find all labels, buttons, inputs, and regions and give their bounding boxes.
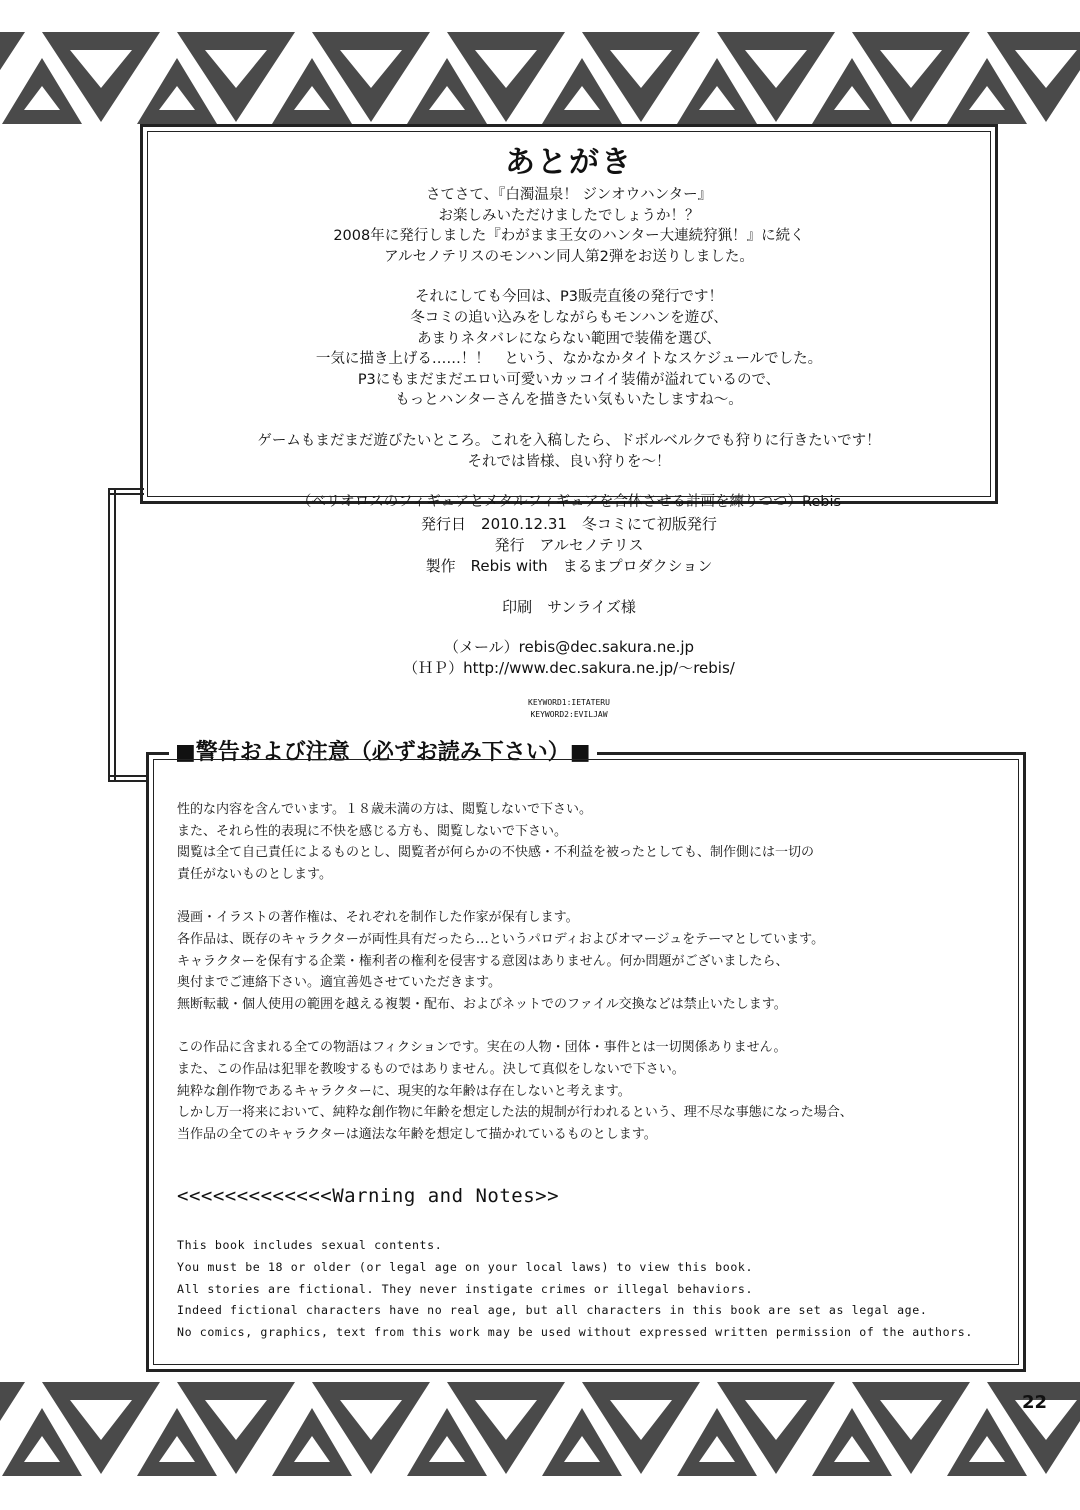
afterword-line: アルセノテリスのモンハン同人第2弾をお送りしました。 (384, 248, 754, 265)
colophon-hp: （ＨＰ）http://www.dec.sakura.ne.jp/～rebis/ (403, 659, 735, 677)
afterword-line: さてさて、『白濁温泉！ ジンオウハンター』 (425, 187, 713, 203)
warning-title: ■警告および注意（必ずお読み下さい）■ (169, 735, 597, 766)
warning-line: 閲覧は全て自己責任によるものとし、閲覧者が何らかの不快感・不利益を被ったとしても、制作側には一切の (177, 845, 815, 861)
warning-line: 当作品の全てのキャラクターは適法な年齢を想定して描かれているものとします。 (177, 1126, 657, 1142)
warning-line: 性的な内容を含んでいます。１８歳未満の方は、閲覧しないで下さい。 (177, 802, 592, 817)
afterword-line: P3にもまだまだエロい可愛いカッコイイ装備が溢れているので、 (357, 371, 781, 388)
colophon-date: 発行日 2010.12.31 冬コミにて初版発行 (421, 515, 717, 533)
afterword-box (140, 124, 998, 511)
afterword-line: 2008年に発行しました『わがまま王女のハンター大連続狩猟！』に続く (333, 228, 805, 245)
english-line: No comics, graphics, text from this work may be used without expressed written permission of the authors. (177, 1325, 973, 1340)
warning-line: 無断転載・個人使用の範囲を越える複製・配布、およびネットでのファイル交換などは禁止いたします。 (177, 996, 787, 1012)
keyword-1: KEYWORD1:IETATERU (528, 698, 610, 707)
warning-line: キャラクターを保有する企業・権利者の権利を侵害する意図はありません。何か問題がございましたら、 (177, 953, 789, 969)
afterword-line: （ベリオロスのフィギュアとメタルフィギュアを合体させる計画を練りつつ）Rebis (296, 494, 842, 511)
english-line: You must be 18 or older (or legal age on your local laws) to view this book. (177, 1259, 754, 1274)
warning-body-jp (177, 799, 853, 1145)
bottom-decorative-band (0, 1378, 1080, 1480)
afterword-line: あまりネタバレにならない範囲で装備を選び、 (417, 330, 721, 347)
warning-line: 純粋な創作物であるキャラクターに、現実的な年齢は存在しないと考えます。 (177, 1083, 631, 1099)
english-warning-heading: <<<<<<<<<<<<<Warning and Notes>> (177, 1185, 560, 1207)
afterword-paragraph (163, 185, 975, 267)
warning-line: また、それら性的表現に不快を感じる方も、閲覧しないで下さい。 (177, 823, 568, 839)
english-line: Indeed fictional characters have no real age, but all characters in this book are set as legal age. (177, 1303, 928, 1318)
afterword-paragraph (163, 287, 975, 411)
colophon-production: 製作 Rebis with まるまプロダクション (425, 557, 713, 575)
warning-line: また、この作品は犯罪を教唆するものではありません。決して真似をしないで下さい。 (177, 1061, 685, 1077)
warning-line: 奥付までご連絡下さい。適宜善処させていただきます。 (177, 975, 501, 991)
warning-line: この作品に含まれる全ての物語はフィクションです。実在の人物・団体・事件とは一切関係ありません。 (177, 1040, 787, 1056)
afterword-line: それでは皆様、良い狩りを～！ (467, 453, 671, 470)
warning-line: 責任がないものとします。 (177, 866, 332, 882)
afterword-line: ゲームもまだまだ遊びたいところ。これを入稿したら、ドボルベルクでも狩りに行きたいです！ (257, 432, 881, 449)
afterword-line: 冬コミの追い込みをしながらもモンハンを遊び、 (410, 309, 728, 326)
frame-connector-top (108, 488, 144, 495)
colophon-publisher: 発行 アルセノテリス (494, 536, 644, 554)
warning-line: 漫画・イラストの著作権は、それぞれを制作した作家が保有します。 (177, 910, 579, 926)
band-triangle (987, 32, 1080, 122)
warning-box (146, 740, 1026, 1372)
english-line: All stories are fictional. They never instigate crimes or illegal behaviors. (177, 1281, 754, 1296)
frame-connector (108, 488, 116, 780)
afterword-body (163, 185, 975, 513)
afterword-signature (163, 492, 975, 513)
afterword-line: もっとハンターさんを描きたい気もいたしますね～。 (395, 392, 743, 409)
warning-line: 各作品は、既存のキャラクターが両性具有だったら…というパロディおよびオマージュをテーマとしています。 (177, 931, 825, 947)
keyword-2: KEYWORD2:EVILJAW (530, 710, 608, 719)
frame-connector-bottom (108, 775, 148, 782)
page-number: 22 (1022, 1392, 1048, 1413)
colophon-printing: 印刷 サンライズ様 (502, 598, 636, 616)
afterword-title: あとがき (505, 145, 633, 180)
colophon-mail: （メール）rebis@dec.sakura.ne.jp (443, 638, 695, 656)
afterword-line: それにしても今回は、P3販売直後の発行です！ (415, 289, 723, 306)
afterword-line: お楽しみいただけましたでしょうか！？ (438, 207, 700, 224)
afterword-line: 一気に描き上げる……！！ という、なかなかタイトなスケジュールでした。 (315, 351, 823, 368)
top-decorative-band (0, 28, 1080, 128)
warning-line: しかし万一将来において、純粋な創作物に年齢を想定した法的規制が行われるという、理不尽な事態になった場合、 (177, 1105, 853, 1121)
english-line: This book includes sexual contents. (177, 1238, 443, 1252)
warning-body-en (177, 1235, 973, 1344)
afterword-paragraph (163, 431, 975, 472)
